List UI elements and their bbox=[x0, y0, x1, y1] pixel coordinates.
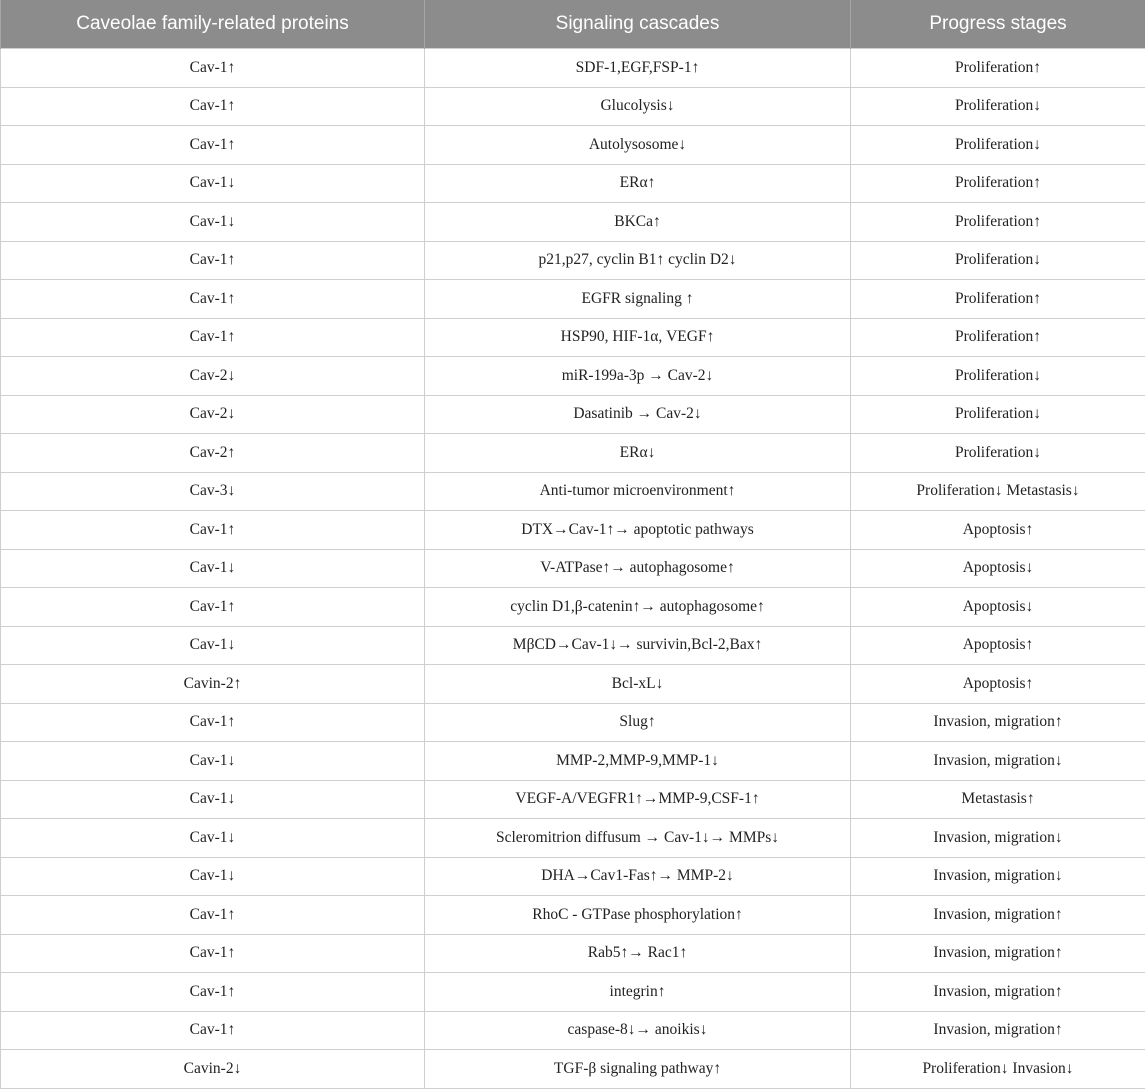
table-row bbox=[1, 780, 1145, 819]
table-row bbox=[1, 588, 1145, 627]
table-row bbox=[1, 318, 1145, 357]
protein-cell: Cav-1↑ bbox=[1, 280, 425, 319]
stage-cell: Proliferation↑ bbox=[851, 203, 1145, 242]
table-row bbox=[1, 434, 1145, 473]
stage-cell: Apoptosis↑ bbox=[851, 511, 1145, 550]
signaling-cell: integrin↑ bbox=[425, 973, 851, 1012]
stage-cell: Proliferation↓ bbox=[851, 241, 1145, 280]
protein-cell: Cav-1↓ bbox=[1, 164, 425, 203]
stage-cell: Proliferation↑ bbox=[851, 49, 1145, 88]
signaling-cell: TGF-β signaling pathway↑ bbox=[425, 1050, 851, 1089]
table-row bbox=[1, 472, 1145, 511]
table-row bbox=[1, 1011, 1145, 1050]
protein-cell: Cav-1↑ bbox=[1, 703, 425, 742]
table-row bbox=[1, 357, 1145, 396]
stage-cell: Proliferation↓ Invasion↓ bbox=[851, 1050, 1145, 1089]
stage-cell: Proliferation↓ bbox=[851, 395, 1145, 434]
signaling-cell: Scleromitrion diffusum → Cav-1↓→ MMPs↓ bbox=[425, 819, 851, 858]
protein-cell: Cav-1↓ bbox=[1, 626, 425, 665]
signaling-cell: Rab5↑→ Rac1↑ bbox=[425, 934, 851, 973]
signaling-cell: BKCa↑ bbox=[425, 203, 851, 242]
stage-cell: Apoptosis↑ bbox=[851, 626, 1145, 665]
stage-cell: Proliferation↓ Metastasis↓ bbox=[851, 472, 1145, 511]
table-row bbox=[1, 742, 1145, 781]
protein-cell: Cav-2↑ bbox=[1, 434, 425, 473]
stage-cell: Invasion, migration↑ bbox=[851, 703, 1145, 742]
stage-cell: Proliferation↑ bbox=[851, 280, 1145, 319]
signaling-cell: cyclin D1,β-catenin↑→ autophagosome↑ bbox=[425, 588, 851, 627]
signaling-cell: Slug↑ bbox=[425, 703, 851, 742]
table-row bbox=[1, 203, 1145, 242]
signaling-cell: Glucolysis↓ bbox=[425, 87, 851, 126]
stage-cell: Invasion, migration↑ bbox=[851, 973, 1145, 1012]
signaling-cell: Autolysosome↓ bbox=[425, 126, 851, 165]
signaling-cell: DTX→Cav-1↑→ apoptotic pathways bbox=[425, 511, 851, 550]
signaling-cell: RhoC - GTPase phosphorylation↑ bbox=[425, 896, 851, 935]
signaling-cell: MMP-2,MMP-9,MMP-1↓ bbox=[425, 742, 851, 781]
stage-cell: Apoptosis↓ bbox=[851, 588, 1145, 627]
signaling-cell: Bcl-xL↓ bbox=[425, 665, 851, 704]
protein-cell: Cav-1↑ bbox=[1, 1011, 425, 1050]
protein-cell: Cav-1↓ bbox=[1, 857, 425, 896]
protein-cell: Cav-1↓ bbox=[1, 549, 425, 588]
header-progress-stages: Progress stages bbox=[851, 0, 1145, 49]
table-body bbox=[1, 49, 1145, 1089]
signaling-cell: V-ATPase↑→ autophagosome↑ bbox=[425, 549, 851, 588]
table-row bbox=[1, 626, 1145, 665]
protein-cell: Cav-1↓ bbox=[1, 742, 425, 781]
stage-cell: Proliferation↓ bbox=[851, 87, 1145, 126]
header-signaling-cascades: Signaling cascades bbox=[425, 0, 851, 49]
protein-cell: Cavin-2↓ bbox=[1, 1050, 425, 1089]
protein-cell: Cav-1↓ bbox=[1, 203, 425, 242]
signaling-cell: HSP90, HIF-1α, VEGF↑ bbox=[425, 318, 851, 357]
stage-cell: Proliferation↑ bbox=[851, 318, 1145, 357]
protein-cell: Cav-2↓ bbox=[1, 395, 425, 434]
signaling-cell: SDF-1,EGF,FSP-1↑ bbox=[425, 49, 851, 88]
table-row bbox=[1, 511, 1145, 550]
protein-cell: Cav-1↑ bbox=[1, 588, 425, 627]
stage-cell: Invasion, migration↓ bbox=[851, 857, 1145, 896]
stage-cell: Apoptosis↑ bbox=[851, 665, 1145, 704]
table-row bbox=[1, 126, 1145, 165]
header-proteins: Caveolae family-related proteins bbox=[1, 0, 425, 49]
protein-cell: Cav-3↓ bbox=[1, 472, 425, 511]
signaling-cell: MβCD→Cav-1↓→ survivin,Bcl-2,Bax↑ bbox=[425, 626, 851, 665]
stage-cell: Proliferation↑ bbox=[851, 164, 1145, 203]
table-row bbox=[1, 549, 1145, 588]
table-row bbox=[1, 280, 1145, 319]
protein-cell: Cav-1↑ bbox=[1, 241, 425, 280]
signaling-cell: Dasatinib → Cav-2↓ bbox=[425, 395, 851, 434]
table-header bbox=[1, 0, 1145, 49]
stage-cell: Proliferation↓ bbox=[851, 357, 1145, 396]
signaling-cell: p21,p27, cyclin B1↑ cyclin D2↓ bbox=[425, 241, 851, 280]
table-row bbox=[1, 164, 1145, 203]
table-row bbox=[1, 819, 1145, 858]
table-row bbox=[1, 395, 1145, 434]
protein-cell: Cav-1↑ bbox=[1, 87, 425, 126]
protein-cell: Cav-1↑ bbox=[1, 126, 425, 165]
protein-cell: Cav-1↑ bbox=[1, 973, 425, 1012]
table-row bbox=[1, 241, 1145, 280]
stage-cell: Invasion, migration↓ bbox=[851, 742, 1145, 781]
signaling-cell: Anti-tumor microenvironment↑ bbox=[425, 472, 851, 511]
signaling-cell: DHA→Cav1-Fas↑→ MMP-2↓ bbox=[425, 857, 851, 896]
signaling-cell: caspase-8↓→ anoikis↓ bbox=[425, 1011, 851, 1050]
stage-cell: Apoptosis↓ bbox=[851, 549, 1145, 588]
signaling-cell: EGFR signaling ↑ bbox=[425, 280, 851, 319]
protein-cell: Cav-1↑ bbox=[1, 896, 425, 935]
signaling-cell: VEGF-A/VEGFR1↑→MMP-9,CSF-1↑ bbox=[425, 780, 851, 819]
table-row bbox=[1, 665, 1145, 704]
stage-cell: Invasion, migration↑ bbox=[851, 896, 1145, 935]
table-row bbox=[1, 896, 1145, 935]
protein-cell: Cav-1↑ bbox=[1, 934, 425, 973]
protein-cell: Cav-1↓ bbox=[1, 780, 425, 819]
stage-cell: Proliferation↓ bbox=[851, 434, 1145, 473]
table-row bbox=[1, 49, 1145, 88]
table-row bbox=[1, 934, 1145, 973]
table-row bbox=[1, 87, 1145, 126]
protein-cell: Cav-1↑ bbox=[1, 49, 425, 88]
protein-cell: Cav-1↑ bbox=[1, 318, 425, 357]
signaling-cell: miR-199a-3p → Cav-2↓ bbox=[425, 357, 851, 396]
protein-cell: Cav-1↓ bbox=[1, 819, 425, 858]
header-row bbox=[1, 0, 1145, 49]
table-row bbox=[1, 857, 1145, 896]
table-row bbox=[1, 703, 1145, 742]
protein-cell: Cavin-2↑ bbox=[1, 665, 425, 704]
protein-cell: Cav-1↑ bbox=[1, 511, 425, 550]
stage-cell: Invasion, migration↓ bbox=[851, 819, 1145, 858]
stage-cell: Invasion, migration↑ bbox=[851, 1011, 1145, 1050]
table-row bbox=[1, 973, 1145, 1012]
protein-cell: Cav-2↓ bbox=[1, 357, 425, 396]
table-row bbox=[1, 1050, 1145, 1089]
stage-cell: Invasion, migration↑ bbox=[851, 934, 1145, 973]
stage-cell: Proliferation↓ bbox=[851, 126, 1145, 165]
signaling-cell: ERα↑ bbox=[425, 164, 851, 203]
stage-cell: Metastasis↑ bbox=[851, 780, 1145, 819]
signaling-cell: ERα↓ bbox=[425, 434, 851, 473]
